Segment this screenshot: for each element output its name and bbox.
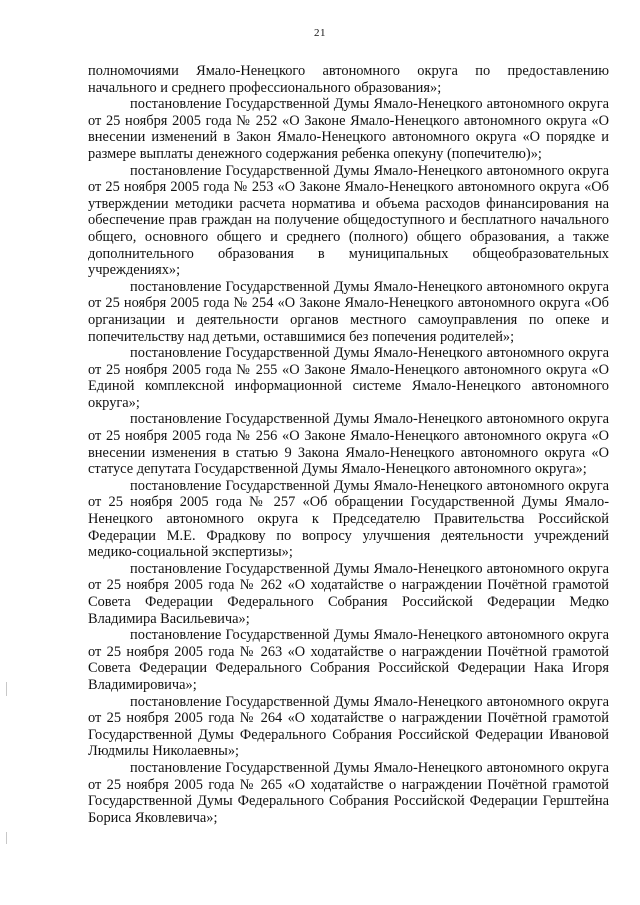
paragraph-resolution-254: постановление Государственной Думы Ямало-Ненецкого автономного округа от 25 ноября 2005 года № 254 «О Законе Ямало-Ненецкого автономного округа «Об организации и деятельности органов местного самоуправления по опеке и попечительству над детьми, оставшимися без попечения родителей»; [88, 278, 609, 345]
paragraph-resolution-256: постановление Государственной Думы Ямало-Ненецкого автономного округа от 25 ноября 2005 года № 256 «О Законе Ямало-Ненецкого автономного округа «О внесении изменения в статью 9 Закона Ямало-Ненецкого автономного округа «О статусе депутата Государственной Думы Ямало-Ненецкого автономного округа»; [88, 411, 609, 478]
paragraph-continuation: полномочиями Ямало-Ненецкого автономного округа по предоставлению начального и среднего профессионального образования»; [88, 63, 609, 96]
paragraph-resolution-263: постановление Государственной Думы Ямало-Ненецкого автономного округа от 25 ноября 2005 года № 263 «О ходатайстве о награждении Почётной грамотой Совета Федерации Федерального Собрания Российской Федерации Нака Игоря Владимировича»; [88, 627, 609, 693]
paragraph-resolution-253: постановление Государственной Думы Ямало-Ненецкого автономного округа от 25 ноября 2005 года № 253 «О Законе Ямало-Ненецкого автономного округа «Об утверждении методики расчета норматива и объема расходов финансирования на обеспечение прав граждан на получение общедоступного и бесплатного начального общего, основного общего и среднего (полного) общего образования, а также дополнительного образования в муниципальных общеобразовательных учреждениях»; [88, 162, 609, 279]
scan-margin-mark [6, 832, 7, 844]
paragraph-resolution-257: постановление Государственной Думы Ямало-Ненецкого автономного округа от 25 ноября 2005 года № 257 «Об обращении Государственной Думы Ямало-Ненецкого автономного округа к Председателю Правительства Российской Федерации М.Е. Фрадкову по вопросу улучшения деятельности учреждений медико-социальной экспертизы»; [88, 477, 609, 561]
paragraph-resolution-265: постановление Государственной Думы Ямало-Ненецкого автономного округа от 25 ноября 2005 года № 265 «О ходатайстве о награждении Почётной грамотой Государственной Думы Федерального Собрания Российской Федерации Герштейна Бориса Яковлевича»; [88, 759, 609, 826]
scan-margin-mark [6, 682, 7, 696]
paragraph-resolution-255: постановление Государственной Думы Ямало-Ненецкого автономного округа от 25 ноября 2005 года № 255 «О Законе Ямало-Ненецкого автономного округа «О Единой комплексной информационной системе Ямало-Ненецкого автономного округа»; [88, 345, 609, 411]
document-body [88, 63, 609, 826]
paragraph-resolution-262: постановление Государственной Думы Ямало-Ненецкого автономного округа от 25 ноября 2005 года № 262 «О ходатайстве о награждении Почётной грамотой Совета Федерации Федерального Собрания Российской Федерации Медко Владимира Васильевича»; [88, 560, 609, 627]
paragraph-resolution-264: постановление Государственной Думы Ямало-Ненецкого автономного округа от 25 ноября 2005 года № 264 «О ходатайстве о награждении Почётной грамотой Государственной Думы Федерального Собрания Российской Федерации Ивановой Людмилы Николаевны»; [88, 693, 609, 760]
paragraph-resolution-252: постановление Государственной Думы Ямало-Ненецкого автономного округа от 25 ноября 2005 года № 252 «О Законе Ямало-Ненецкого автономного округа «О внесении изменений в Закон Ямало-Ненецкого автономного округа «О порядке и размере выплаты денежного содержания ребенка опекуну (попечителю)»; [88, 96, 609, 162]
page-number: 21 [314, 27, 326, 39]
